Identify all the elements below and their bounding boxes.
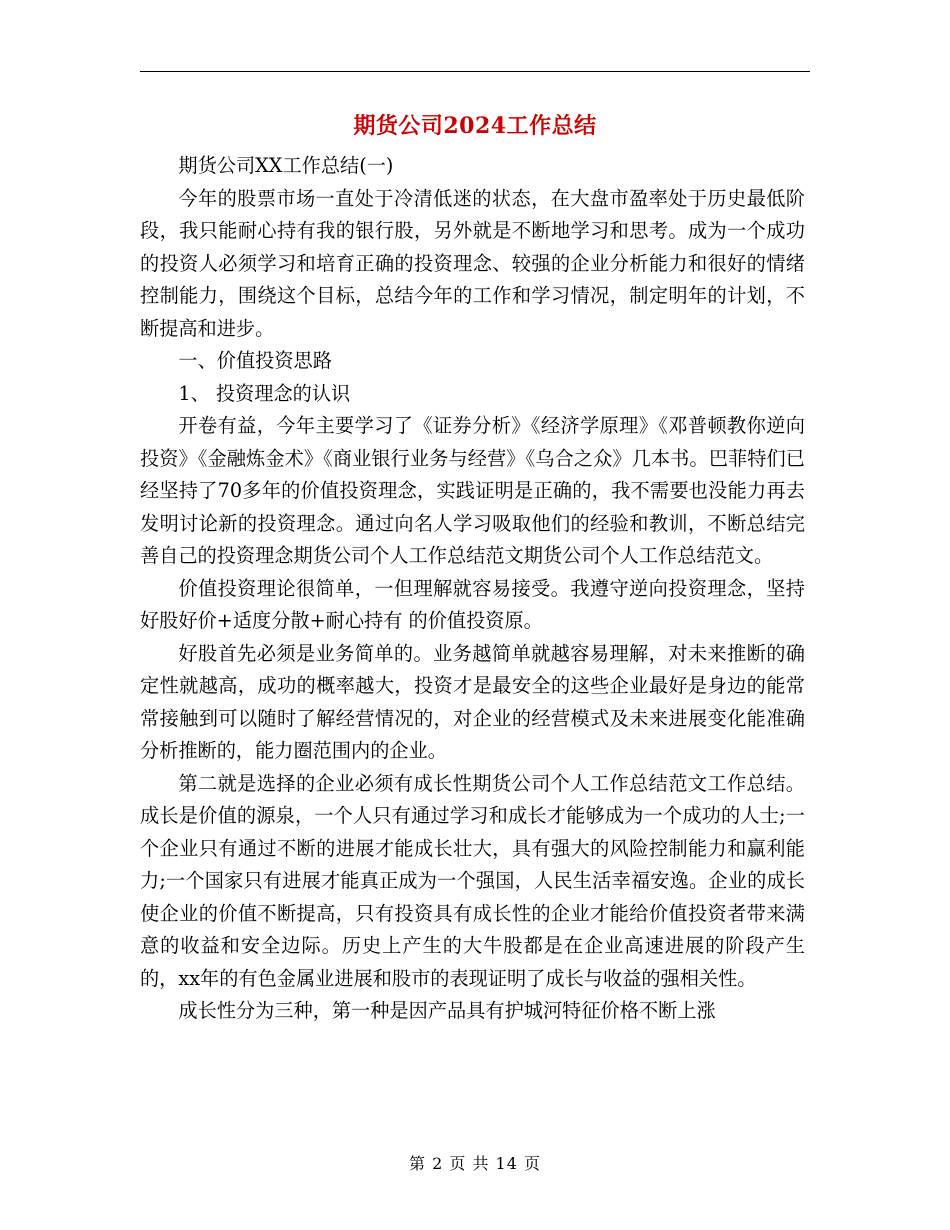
paragraph-intro: 今年的股票市场一直处于冷清低迷的状态，在大盘市盈率处于历史最低阶段，我只能耐心持有我的银行股，另外就是不断地学习和思考。成为一个成功的投资人必须学习和培育正确的投资理念、较强的企业分析能力和很好的情绪控制能力，围绕这个目标，总结今年的工作和学习情况，制定明年的计划，不断提高和进步。 — [140, 186, 805, 340]
subsection-heading: 1、 投资理念的认识 — [178, 381, 351, 405]
header-rule — [140, 71, 810, 72]
paragraph-good-stock: 好股首先必须是业务简单的。业务越简单就越容易理解，对未来推断的确定性就越高，成功的概率越大，投资才是最安全的这些企业最好是身边的能常常接触到可以随时了解经营情况的，对企业的经营模式及未来进展变化能准确分析推断的，能力圈范围内的企业。 — [140, 641, 805, 762]
section-subtitle: 期货公司XX工作总结(一) — [178, 154, 394, 177]
document-title: 期货公司2024工作总结 — [353, 113, 597, 139]
document-body — [140, 150, 805, 1028]
paragraph-growth: 第二就是选择的企业必须有成长性期货公司个人工作总结范文工作总结。成长是价值的源泉，一个人只有通过学习和成长才能够成为一个成功的人士;一个企业只有通过不断的进展才能成长壮大，具有强大的风险控制能力和赢利能力;一个国家只有进展才能真正成为一个强国，人民生活幸福安逸。企业的成长使企业的价值不断提高，只有投资具有成长性的企业才能给价值投资者带来满意的收益和安全边际。历史上产生的大牛股都是在企业高速进展的阶段产生的，xx年的有色金属业进展和股市的表现证明了成长与收益的强相关性。 — [140, 771, 805, 990]
paragraph-growth-types: 成长性分为三种，第一种是因产品具有护城河特征价格不断上涨 — [178, 999, 716, 1022]
paragraph-principle: 价值投资理论很简单，一但理解就容易接受。我遵守逆向投资理念，坚持 好股好价+适度分散+耐心持有 的价值投资原。 — [140, 576, 805, 632]
paragraph-reading: 开卷有益，今年主要学习了《证券分析》《经济学原理》《邓普顿教你逆向投资》《金融炼金术》《商业银行业务与经营》《乌合之众》几本书。巴菲特们已经坚持了70多年的价值投资理念，实践证明是正确的，我不需要也没能力再去发明讨论新的投资理念。通过向名人学习吸取他们的经验和教训，不断总结完善自己的投资理念期货公司个人工作总结范文期货公司个人工作总结范文。 — [140, 414, 805, 567]
section-heading: 一、价值投资思路 — [178, 349, 332, 372]
page-number: 第 2 页 共 14 页 — [409, 1154, 541, 1173]
